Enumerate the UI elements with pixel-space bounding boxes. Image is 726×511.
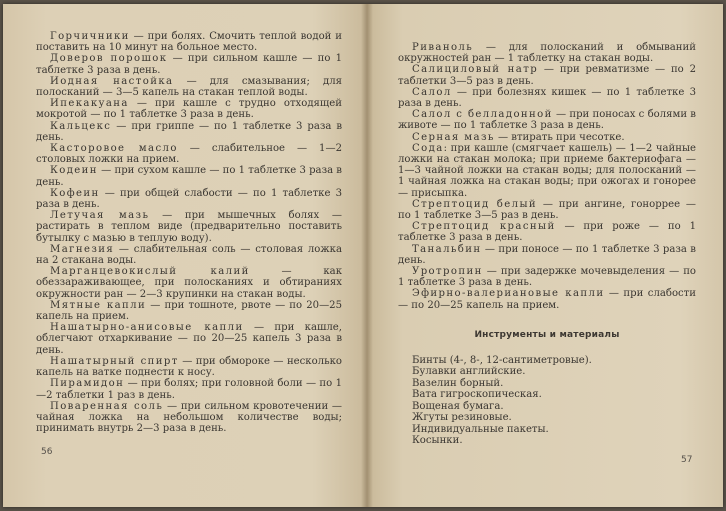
medicine-entry <box>398 64 696 86</box>
medicine-entry <box>398 132 696 143</box>
medicine-entry <box>398 143 696 199</box>
medicine-name: Нашатырный спирт <box>50 355 179 367</box>
medicine-name: Салол с белладонной <box>412 109 553 121</box>
medicine-entry <box>36 378 342 400</box>
medicine-description: — при болях. Смочить теплой водой и поставить на 10 минут на больное место. <box>36 31 342 54</box>
medicine-name: Ипекакуана <box>50 98 129 110</box>
medicine-entry <box>398 42 696 64</box>
medicine-name: Летучая мазь <box>50 210 150 222</box>
medicine-name: Кофеин <box>50 187 100 199</box>
list-item: Косынки. <box>412 434 463 446</box>
medicine-description: — при ангине, гоноррее — по 1 таблетке 3—5 раз в день. <box>398 198 696 222</box>
medicine-name: Кодеин <box>50 165 98 177</box>
medicine-entry <box>398 288 696 310</box>
book-spread <box>3 4 723 507</box>
medicine-name: Марганцевокислый калий <box>50 266 250 278</box>
medicine-description: — при роже — по 1 таблетке 3 раза в день. <box>398 221 696 244</box>
medicine-entry <box>398 87 696 109</box>
medicine-description: — при обмороке — несколько капель на ватке поднести к носу. <box>36 355 342 379</box>
medicine-name: Эфирно-валериановые капли <box>412 288 605 300</box>
medicine-description: — при тошноте, рвоте — по 20—25 капель на прием. <box>36 299 343 323</box>
medicine-entry <box>398 109 696 131</box>
right-page <box>367 4 723 507</box>
list-item: Жгуты резиновые. <box>412 412 512 424</box>
list-item: Вощеная бумага. <box>412 400 504 412</box>
medicine-entry <box>36 188 342 210</box>
medicine-entry <box>398 221 696 243</box>
list-item: Булавки английские. <box>412 366 526 378</box>
medicine-name: Мятные капли <box>50 299 147 311</box>
materials-list <box>398 355 696 446</box>
list-item: Индивидуальные пакеты. <box>412 423 549 435</box>
medicine-entry <box>36 31 342 53</box>
medicine-entry <box>36 322 342 356</box>
medicine-description: — при болях; при головной боли — по 1—2 таблетки 1 раз в день. <box>36 378 342 401</box>
medicine-description: — при болезнях кишек — по 1 таблетке 3 раза в день. <box>398 86 696 110</box>
medicine-name: Иодная настойка <box>50 75 174 87</box>
medicine-entry <box>36 266 342 300</box>
medicine-name: Салол <box>412 86 452 98</box>
medicine-description: — при кашле с трудно отходящей мокротой — по 1 таблетке 3 раза в день. <box>36 98 342 121</box>
right-page-text <box>398 42 696 446</box>
medicine-description: — при мышечных болях — растирать в теплом виде (предварительно поставить бутылку с мазью в теплую воду). <box>36 210 342 244</box>
medicine-entry <box>398 199 696 221</box>
list-item: Вата гигроскопическая. <box>412 389 542 401</box>
list-item: Бинты (4-, 8-, 12-сантиметровые). <box>412 355 592 367</box>
medicine-entry <box>398 266 696 288</box>
medicine-entry <box>398 244 696 266</box>
medicine-name: Уротропин <box>412 266 483 278</box>
medicine-entry <box>36 356 342 378</box>
medicine-entry <box>36 121 342 143</box>
medicine-name: Риваноль <box>412 42 474 53</box>
medicine-description: — слабительная соль — столовая ложка на 2 стакана воды. <box>36 243 342 267</box>
medicine-name: Серная мазь <box>412 131 495 143</box>
medicine-entry <box>36 300 342 322</box>
medicine-description: — как обеззараживающее, при полосканиях и обтираниях окружности ран — 2—3 крупинки на стакан воды. <box>36 266 342 300</box>
medicine-name: Танальбин <box>412 243 482 255</box>
medicine-name: Сода <box>412 142 444 154</box>
medicine-entry <box>36 165 342 187</box>
list-item: Вазелин борный. <box>412 377 504 389</box>
medicine-entry <box>36 210 342 244</box>
left-page-text <box>36 31 342 434</box>
medicine-description: — при задержке мочевыделения — по 1 таблетке 3 раза в день. <box>398 266 696 289</box>
book-gutter <box>361 4 373 507</box>
medicine-description: — для смазывания; для полосканий — 3—5 капель на стакан теплой воды. <box>36 75 343 99</box>
medicine-name: Магнезия <box>50 243 115 255</box>
materials-heading: Инструменты и материалы <box>474 329 620 340</box>
medicine-entry <box>36 76 342 98</box>
medicine-name: Нашатырно-анисовые капли <box>50 322 244 334</box>
medicine-description: — при гриппе — по 1 таблетке 3 раза в день. <box>36 120 342 143</box>
medicine-description: — при сильном кровотечении — чайная ложка на небольшом количестве воды; принимать внутрь 2—3 раза в день. <box>36 400 343 435</box>
medicine-entry <box>36 143 342 165</box>
medicine-description: — при сухом кашле — по 1 таблетке 3 раза в день. <box>36 165 342 188</box>
medicine-description: : при кашле (смягчает кашель) — 1—2 чайные ложки на стакан молока; при приеме бактериофага — 1—3 чайной ложки на стакан воды; для полосканий — 1 чайная ложка на стакан воды; при ожогах и гонорее — присыпка. <box>398 142 696 199</box>
medicine-name: Доверов порошок <box>50 53 168 65</box>
medicine-description: — при ревматизме — по 2 таблетки 3—5 раз в день. <box>398 64 696 87</box>
medicine-name: Пирамидон <box>50 378 125 390</box>
medicine-name: Стрептоцид красный <box>412 221 556 233</box>
medicine-description: — для полосканий и обмываний окружностей ран — 1 таблетку на стакан воды. <box>398 42 696 65</box>
medicine-name: Поваренная соль <box>50 400 164 412</box>
page-number-left: 56 <box>41 447 53 457</box>
medicine-entry <box>36 98 342 120</box>
medicine-description: — при кашле, облегчают отхаркивание — по 20—25 капель 3 раза в день. <box>36 322 342 356</box>
medicine-entry <box>36 401 342 435</box>
page-number-right: 57 <box>681 455 693 465</box>
medicine-description: — втирать при чесотке. <box>494 131 625 143</box>
medicine-entry <box>36 244 342 266</box>
medicine-entry <box>36 53 342 75</box>
medicine-description: — при общей слабости — по 1 таблетке 3 раза в день. <box>36 187 342 211</box>
medicine-description: — при поносе — по 1 таблетке 3 раза в день. <box>398 243 696 266</box>
medicine-name: Горчичники <box>50 31 130 42</box>
medicine-description: — при сильном кашле — по 1 таблетке 3 раза в день. <box>36 53 342 76</box>
medicine-name: Стрептоцид белый <box>412 198 538 210</box>
medicine-description: — при слабости — по 20—25 капель на прием. <box>398 288 696 311</box>
medicine-description: — при поносах с болями в животе — по 1 таблетке 3 раза в день. <box>398 109 696 132</box>
left-page <box>3 4 367 507</box>
medicine-name: Касторовое масло <box>50 143 178 155</box>
medicine-description: — слабительное — 1—2 столовых ложки на прием. <box>36 143 342 166</box>
medicine-name: Салициловый натр <box>412 64 539 76</box>
medicine-name: Кальцекс <box>50 120 112 132</box>
